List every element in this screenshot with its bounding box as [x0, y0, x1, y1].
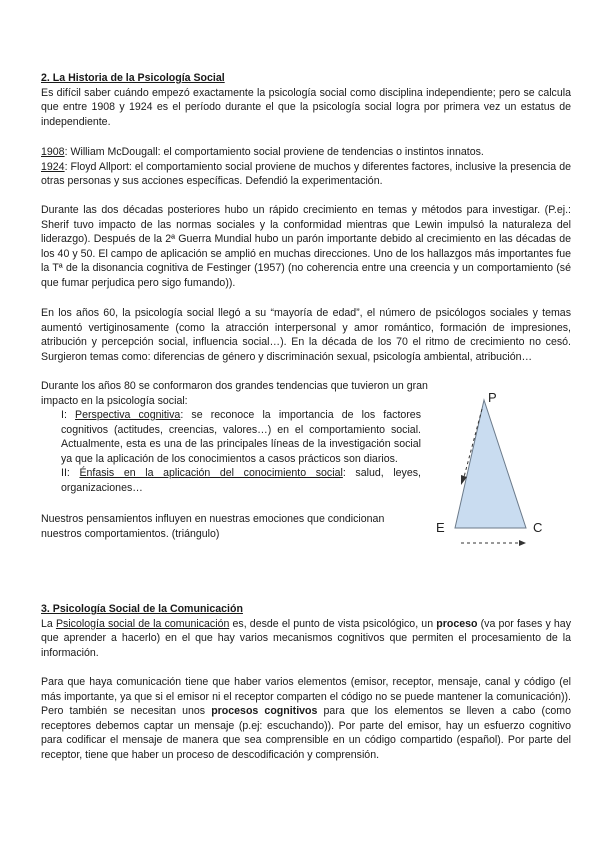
year-1908: 1908 — [41, 146, 65, 158]
item1-text: : se reconoce la importancia de los factores cognitivos (actitudes, creencias, valores…) en el comportamiento social. Actualmente, esta es una de las principales líneas de la investigación social ya que la aplicación de los conocimientos a casos prácticos son diarios. — [61, 409, 421, 465]
section-2-title: 2. La Historia de la Psicología Social — [41, 72, 225, 84]
list-item-enfasis-aplicacion — [61, 466, 421, 495]
item2-text: : salud, leyes, organizaciones… — [61, 467, 421, 494]
p2-a: Para que haya comunicación tiene que haber varios elementos (emisor, receptor, mensaje, canal y código (el más importante, ya que si el emisor ni el receptor comparten el código no se puede mantener la comunicación)). Pero también se necesitan unos — [41, 676, 571, 718]
label-p: P — [488, 390, 497, 405]
paragraph-anos-60: En los años 60, la psicología social llegó a su “mayoría de edad”, el número de psicólogos sociales y temas aumentó vertiginosamente (como la atracción interpersonal y amor romántico, formación de impresiones, atribución y percepción social, influencia social…). En la década de los 70 el ritmo de crecimiento no cesó. Surgieron temas como: diferencias de género y discriminación sexual, psicología ambiental, atribución… — [41, 307, 571, 363]
paragraph-anos-80: Durante los años 80 se conformaron dos grandes tendencias que tuvieron un gran impacto en la psicología social: — [41, 380, 428, 407]
paragraph-pensamientos: Nuestros pensamientos influyen en nuestras emociones que condicionan nuestros comportamientos. (triángulo) — [41, 513, 385, 540]
tendencias-list — [61, 408, 421, 496]
p2-bold: procesos cognitivos — [211, 705, 318, 718]
section-2 — [41, 71, 571, 129]
p1-bold: proceso — [436, 617, 478, 630]
p1-c: (va por fases y hay que aprender a hacerlo) en el que hay varios mecanismos cognitivos que permiten el procesamiento de la información. — [41, 617, 571, 659]
label-c: C — [533, 520, 543, 535]
p1-b: es, desde el punto de vista psicológico, un — [229, 617, 437, 630]
arrow-e-to-c-head — [519, 540, 526, 546]
p2-b: para que los elementos se lleven a cabo (como receptores debemos captar un mensaje (p.ej: escuchando)). Por parte del emisor, hay un esfuerzo cognitivo para codificar el mensaje de manera que sea comprensible en un código compartido (español). Por parte del receptor, tiene que haber un proceso de descodificación y comprensión. — [41, 705, 571, 761]
section-3-paragraph-2 — [41, 675, 571, 763]
year-1924: 1924 — [41, 160, 65, 173]
section-3-title: 3. Psicología Social de la Comunicación — [41, 603, 243, 615]
item2-term: Énfasis en la aplicación del conocimiento social — [79, 467, 343, 480]
item1-prefix: I: — [61, 409, 76, 421]
label-e: E — [436, 520, 445, 535]
timeline-1908 — [41, 145, 571, 160]
section-2-intro: Es difícil saber cuándo empezó exactamente la psicología social como disciplina independiente; pero se calcula que entre 1908 y 1924 es el período durante el que la psicología social logra por primera vez un estatus de independiente. — [41, 86, 571, 128]
section-3 — [41, 602, 571, 660]
item2-prefix: II: — [61, 467, 80, 480]
timeline-1924 — [41, 160, 571, 189]
p1-a: La — [41, 617, 56, 630]
text-1908: : William McDougall: el comportamiento social proviene de tendencias o instintos innatos. — [64, 146, 484, 158]
p1-term: Psicología social de la comunicación — [55, 617, 230, 630]
list-item-perspectiva-cognitiva — [61, 408, 421, 466]
text-1924: : Floyd Allport: el comportamiento social proviene de muchos y diferentes factores, inclusive la presencia de otras personas y sus acciones específicas. Defendió la experimentación. — [41, 160, 571, 188]
timeline — [41, 145, 571, 189]
item1-term: Perspectiva cognitiva — [75, 409, 181, 421]
paragraph-decadas: Durante las dos décadas posteriores hubo un rápido crecimiento en temas y métodos para investigar. (P.ej.: Sherif tuvo impacto de las normas sociales y la conformidad mientras que Lewin impulsó la naturaleza del liderazgo). Después de la 2ª Guerra Mundial hubo un parón importante debido al crecimiento en las décadas de los 40 y 50. El campo de aplicación se amplió en muchas direcciones. Uno de los hallazgos más importantes fue la Tª de la disonancia cognitiva de Festinger (1957) (no coherencia entre una creencia y un comportamiento (sé que fumar perjudica pero sigo fumando)). — [41, 204, 571, 289]
triangle-shape — [455, 400, 526, 528]
triangle-diagram — [430, 385, 560, 555]
section-3-paragraph-1 — [41, 617, 571, 661]
